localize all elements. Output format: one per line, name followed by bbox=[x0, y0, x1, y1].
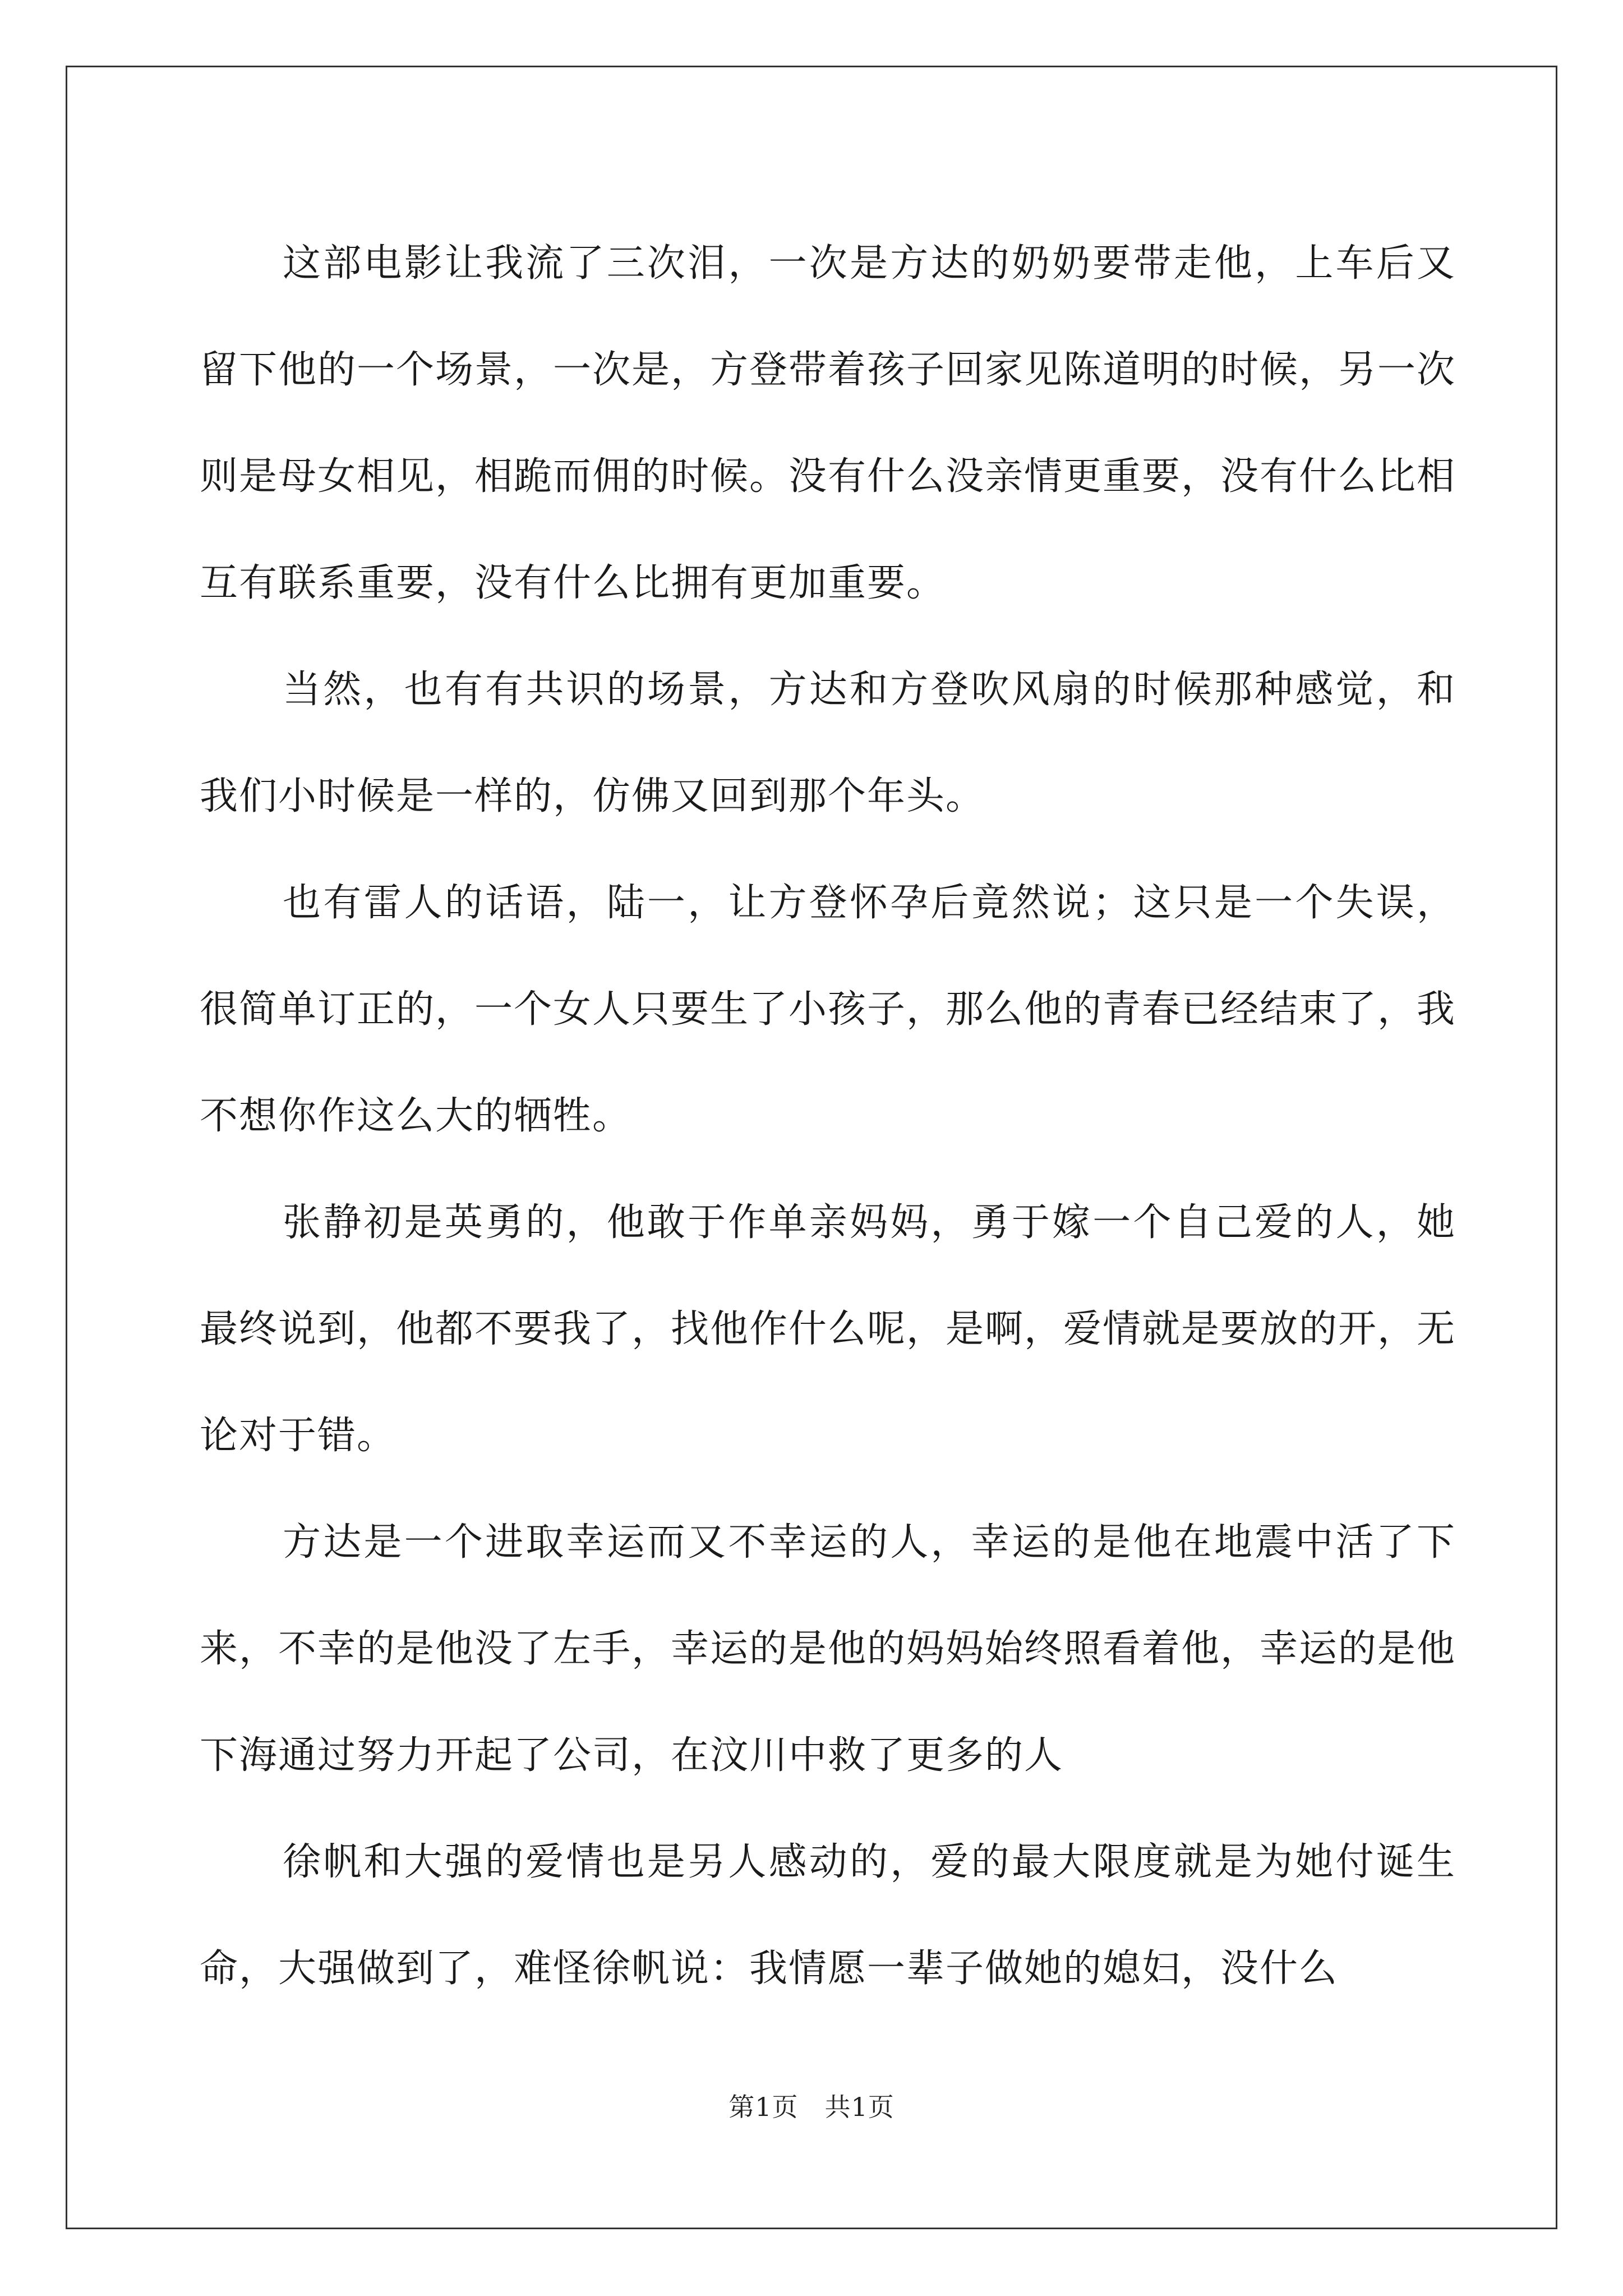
paragraph: 也有雷人的话语，陆一，让方登怀孕后竟然说；这只是一个失误，很简单订正的，一个女人只要生了小孩子，那么他的青春已经结束了，我不想你作这么大的牺牲。 bbox=[200, 881, 1456, 1138]
paragraph: 方达是一个进取幸运而又不幸运的人，幸运的是他在地震中活了下来，不幸的是他没了左手，幸运的是他的妈妈始终照看着他，幸运的是他下海通过努力开起了公司，在汶川中救了更多的人 bbox=[200, 1520, 1456, 1778]
paragraph: 当然，也有有共识的场景，方达和方登吹风扇的时候那种感觉，和我们小时候是一样的，仿佛又回到那个年头。 bbox=[200, 668, 1456, 818]
paragraph: 张静初是英勇的，他敢于作单亲妈妈，勇于嫁一个自己爱的人，她最终说到，他都不要我了，找他作什么呢，是啊，爱情就是要放的开，无论对于错。 bbox=[200, 1200, 1456, 1458]
page-footer: 第1页 共1页 bbox=[728, 2092, 895, 2122]
document-body bbox=[200, 210, 1456, 2022]
paragraph: 徐帆和大强的爱情也是另人感动的，爱的最大限度就是为她付诞生命，大强做到了，难怪徐帆说：我情愿一辈子做她的媳妇，没什么 bbox=[200, 1840, 1456, 1991]
paragraph: 这部电影让我流了三次泪，一次是方达的奶奶要带走他，上车后又留下他的一个场景，一次是，方登带着孩子回家见陈道明的时候，另一次则是母女相见，相跪而佣的时候。没有什么没亲情更重要，没有什么比相互有联系重要，没有什么比拥有更加重要。 bbox=[200, 241, 1456, 605]
